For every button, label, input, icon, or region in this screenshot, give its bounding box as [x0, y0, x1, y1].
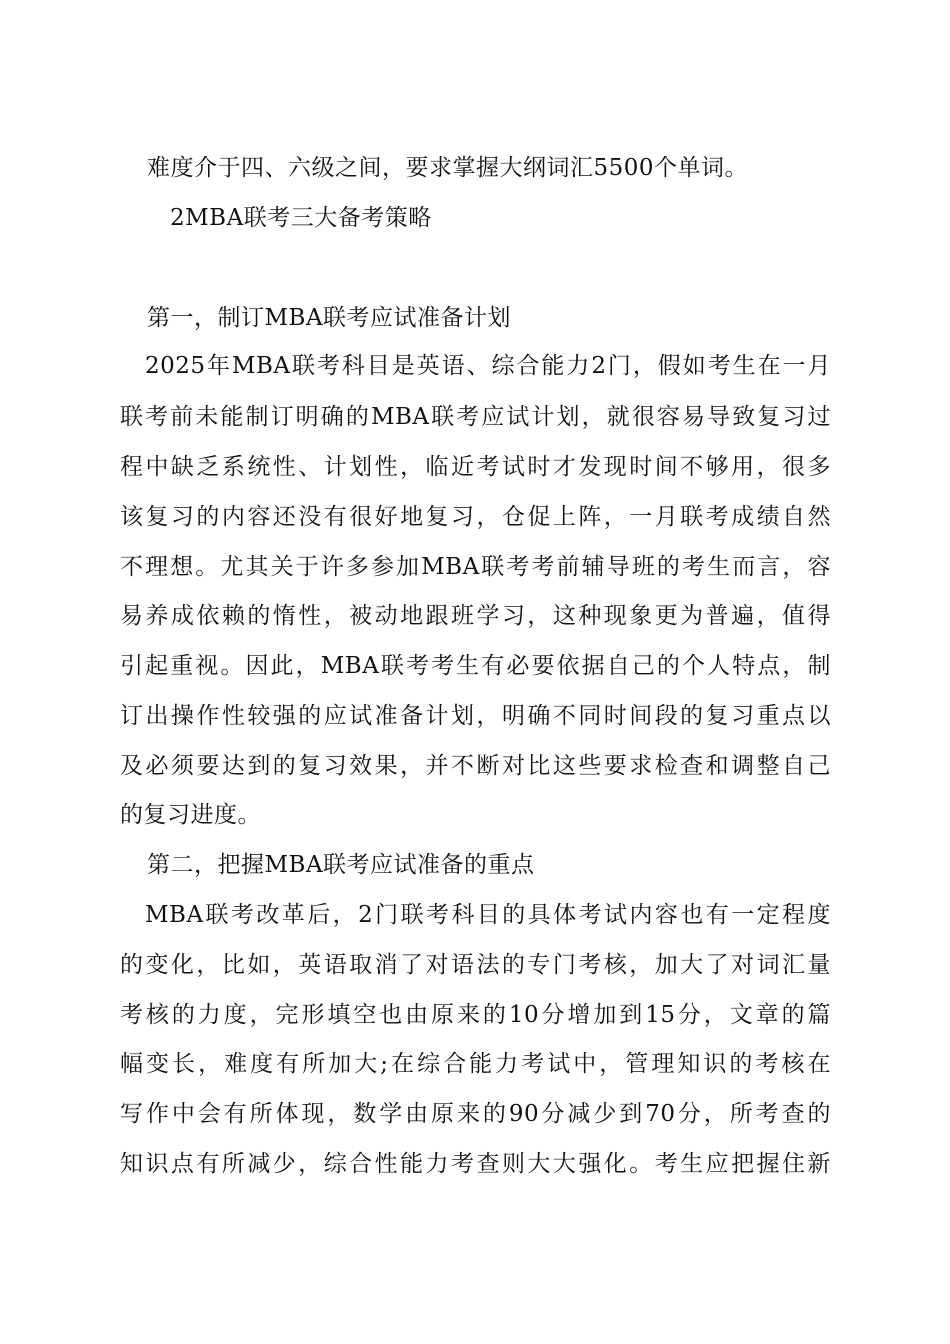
section-heading: 2MBA联考三大备考策略	[170, 205, 432, 231]
paragraph-line: 引起重视。因此，MBA联考考生有必要依据自己的个人特点，制	[120, 653, 831, 679]
subsection-heading: 第一，制订MBA联考应试准备计划	[147, 305, 512, 331]
paragraph-line: 订出操作性较强的应试准备计划，明确不同时间段的复习重点以	[120, 703, 831, 729]
paragraph-line: 不理想。尤其关于许多参加MBA联考考前辅导班的考生而言，容	[120, 554, 831, 580]
paragraph-line: 幅变长，难度有所加大;在综合能力考试中，管理知识的考核在	[120, 1051, 831, 1077]
subsection-heading: 第二，把握MBA联考应试准备的重点	[147, 852, 535, 878]
paragraph-line: 及必须要达到的复习效果，并不断对比这些要求检查和调整自己	[120, 753, 831, 779]
text-line: 难度介于四、六级之间，要求掌握大纲词汇5500个单词。	[147, 155, 749, 181]
paragraph-line: 知识点有所减少，综合性能力考查则大大强化。考生应把握住新	[120, 1151, 831, 1177]
paragraph-line: 的变化，比如，英语取消了对语法的专门考核，加大了对词汇量	[120, 952, 831, 978]
paragraph-line: 的复习进度。	[120, 802, 261, 828]
paragraph-line: MBA联考改革后，2门联考科目的具体考试内容也有一定程度	[145, 902, 831, 928]
paragraph-line: 写作中会有所体现，数学由原来的90分减少到70分，所考查的	[120, 1101, 831, 1127]
paragraph-line: 该复习的内容还没有很好地复习，仓促上阵，一月联考成绩自然	[120, 504, 831, 530]
paragraph-line: 考核的力度，完形填空也由原来的10分增加到15分，文章的篇	[120, 1002, 831, 1028]
paragraph-line: 联考前未能制订明确的MBA联考应试计划，就很容易导致复习过	[120, 404, 831, 430]
paragraph-line: 易养成依赖的惰性，被动地跟班学习，这种现象更为普遍，值得	[120, 603, 831, 629]
paragraph-line: 2025年MBA联考科目是英语、综合能力2门，假如考生在一月	[145, 353, 831, 379]
paragraph-line: 程中缺乏系统性、计划性，临近考试时才发现时间不够用，很多	[120, 454, 831, 480]
